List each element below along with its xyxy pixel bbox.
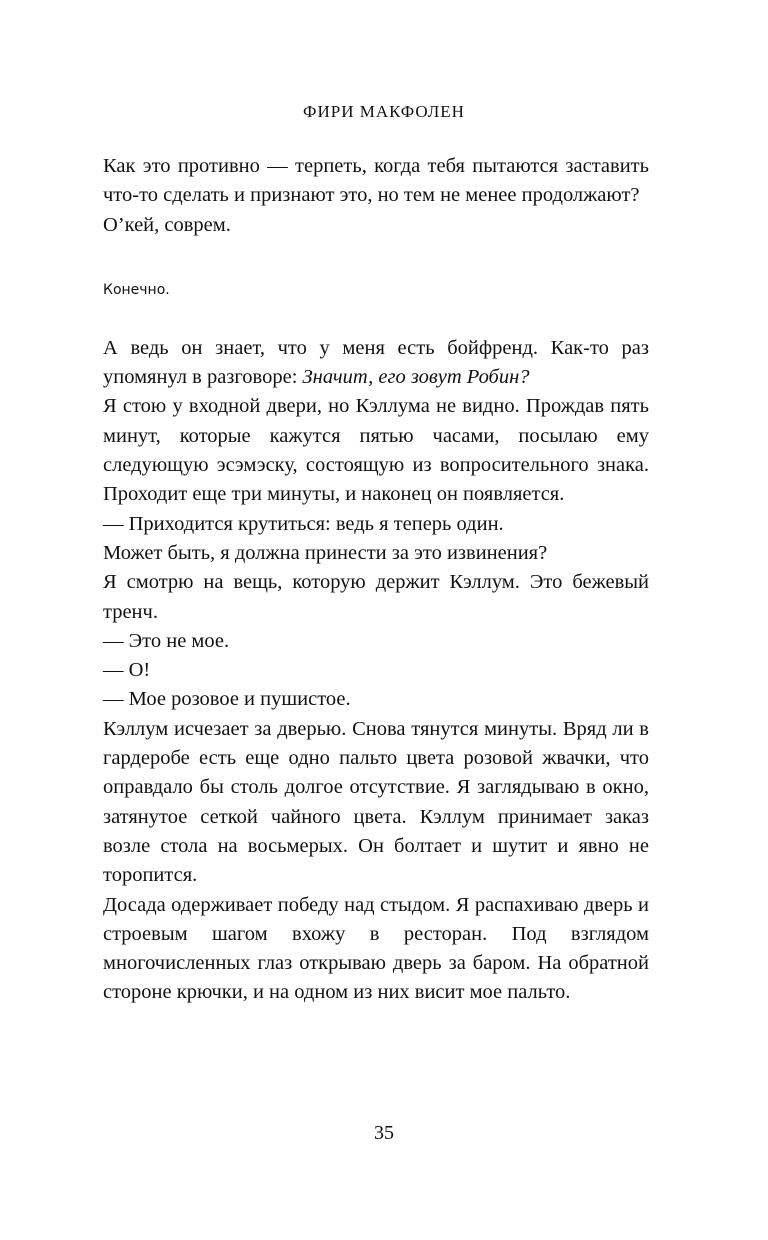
paragraph: Кэллум исчезает за дверью. Снова тянутся минуты. Вряд ли в гардеробе есть еще одно пальто цвета розовой жвачки, что оправдало бы столь долгое отсутствие. Я заглядываю в окно, затянутое сеткой чайного цвета. Кэллум принимает заказ возле стола на восьмерых. Он болтает и шутит и явно не торопится. xyxy=(103,717,649,887)
page-number: 35 xyxy=(374,1122,394,1144)
body-text xyxy=(103,152,649,1008)
spacer xyxy=(103,240,649,280)
paragraph: Досада одерживает победу над стыдом. Я распахиваю дверь и строевым шагом вхожу в ресторан. Под взглядом многочисленных глаз открываю дверь за баром. На обратной стороне крючки, и на одном из них висит мое пальто. xyxy=(103,893,649,1004)
paragraph: Может быть, я должна принести за это извинения? xyxy=(103,541,548,564)
paragraph: — Приходится крутиться: ведь я теперь один. xyxy=(103,512,504,535)
paragraph: — О! xyxy=(103,659,151,682)
italic-quote: Значит, его зовут Робин? xyxy=(302,366,530,389)
paragraph: Я смотрю на вещь, которую держит Кэллум. Это бежевый тренч. xyxy=(103,571,649,623)
paragraph: — Это не мое. xyxy=(103,629,230,652)
paragraph: Я стою у входной двери, но Кэллума не видно. Прождав пять минут, которые кажутся пятью часами, посылаю ему следующую эсэмэску, состоящую из вопросительного знака. Проходит еще три минуты, и наконец он появляется. xyxy=(103,395,649,506)
spacer xyxy=(103,300,649,334)
running-head: ФИРИ МАКФОЛЕН xyxy=(303,102,465,121)
paragraph xyxy=(103,334,649,393)
paragraph-text: А ведь он знает, что у меня есть бойфренд. Как-то раз упомянул в разговоре: xyxy=(103,336,649,389)
sms-message: Конечно. xyxy=(103,281,170,298)
paragraph: О’кей, соврем. xyxy=(103,213,231,236)
paragraph: Как это противно — терпеть, когда тебя пытаются заставить что-то сделать и признают это, но тем не менее продолжают? xyxy=(103,155,649,207)
paragraph: — Мое розовое и пушистое. xyxy=(103,688,351,711)
